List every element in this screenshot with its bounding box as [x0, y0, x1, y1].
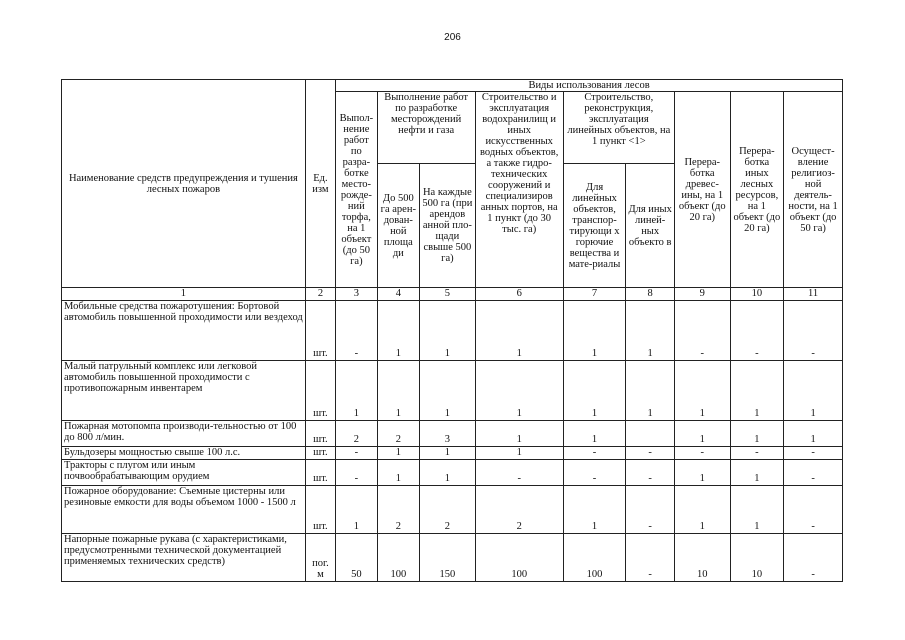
row-value: 100 — [377, 534, 419, 582]
header-oilgas-sub2: На каждые 500 га (при арендов анной пло-щади свыше 500 га) — [420, 164, 476, 288]
column-number: 10 — [730, 288, 784, 301]
row-value: - — [784, 534, 843, 582]
row-value: 1 — [475, 447, 563, 460]
table-row — [62, 486, 843, 534]
row-unit: шт. — [305, 486, 335, 534]
table-row — [62, 460, 843, 486]
row-unit: пог. м — [305, 534, 335, 582]
row-value: 3 — [420, 421, 476, 447]
header-forest: Перера-ботка иных лесных ресурсов, на 1 объект (до 20 га) — [730, 92, 784, 288]
row-value: 2 — [377, 486, 419, 534]
row-value: 100 — [563, 534, 626, 582]
row-value: - — [336, 301, 377, 361]
row-value: 1 — [626, 361, 675, 421]
row-value: - — [784, 460, 843, 486]
row-value: 1 — [730, 361, 784, 421]
column-number: 11 — [784, 288, 843, 301]
table-row — [62, 421, 843, 447]
row-name: Тракторы с плугом или иным почвообрабатывающим орудием — [62, 460, 306, 486]
row-value: 1 — [784, 361, 843, 421]
header-linear-sub1: Для линейных объектов, транспор-тирующи х горючие вещества и мате-риалы — [563, 164, 626, 288]
row-value: - — [674, 301, 730, 361]
row-name: Мобильные средства пожаротушения: Бортовой автомобиль повышенной проходимости или вездеход — [62, 301, 306, 361]
column-number: 7 — [563, 288, 626, 301]
row-value: 1 — [784, 421, 843, 447]
column-number: 1 — [62, 288, 306, 301]
header-oilgas: Выполнение работ по разработке месторождений нефти и газа — [377, 92, 475, 164]
row-value: - — [784, 301, 843, 361]
row-value: - — [730, 447, 784, 460]
row-value: 1 — [730, 460, 784, 486]
column-number: 3 — [336, 288, 377, 301]
column-number-row — [62, 288, 843, 301]
row-value: - — [626, 447, 675, 460]
row-value: - — [336, 447, 377, 460]
row-value: 1 — [336, 361, 377, 421]
row-value: 1 — [563, 421, 626, 447]
table-row — [62, 447, 843, 460]
row-value: 1 — [730, 486, 784, 534]
row-value: 1 — [626, 301, 675, 361]
row-name: Пожарное оборудование: Съемные цистерны или резиновые емкости для воды объемом 1000 - 1500 л — [62, 486, 306, 534]
row-value: 1 — [563, 361, 626, 421]
row-value: - — [626, 486, 675, 534]
table-row — [62, 301, 843, 361]
row-value: 1 — [563, 301, 626, 361]
row-value: 1 — [420, 301, 476, 361]
fire-equipment-table — [61, 79, 843, 582]
row-unit: шт. — [305, 447, 335, 460]
row-value: 100 — [475, 534, 563, 582]
row-value: 10 — [674, 534, 730, 582]
row-value: 1 — [377, 447, 419, 460]
row-value: 2 — [377, 421, 419, 447]
header-wood: Перера-ботка древес-ины, на 1 объект (до 20 га) — [674, 92, 730, 288]
row-value: 1 — [563, 486, 626, 534]
header-group-title: Виды использования лесов — [336, 80, 843, 92]
row-value: - — [563, 447, 626, 460]
header-oilgas-sub1: До 500 га арен-дован-ной площа ди — [377, 164, 419, 288]
row-value: 1 — [730, 421, 784, 447]
header-water: Строительство и эксплуатация водохранилищ и иных искусственных водных объектов, а также гидро-технических сооружений и специализиров анных портов, на 1 пункт (до 30 тыс. га) — [475, 92, 563, 288]
row-value: - — [336, 460, 377, 486]
row-value: 1 — [475, 361, 563, 421]
row-value: 1 — [475, 421, 563, 447]
row-unit: шт. — [305, 301, 335, 361]
row-value — [626, 421, 675, 447]
row-name: Малый патрульный комплекс или легковой автомобиль повышенной проходимости с противопожарным инвентарем — [62, 361, 306, 421]
column-number: 6 — [475, 288, 563, 301]
row-value: 1 — [674, 421, 730, 447]
row-value: 1 — [420, 447, 476, 460]
page-number: 206 — [444, 32, 461, 43]
row-value: - — [626, 460, 675, 486]
row-value: 1 — [475, 301, 563, 361]
row-unit: шт. — [305, 421, 335, 447]
column-number: 8 — [626, 288, 675, 301]
row-value: - — [730, 301, 784, 361]
row-unit: шт. — [305, 460, 335, 486]
row-value: 1 — [674, 486, 730, 534]
row-value: 1 — [377, 361, 419, 421]
row-value: 10 — [730, 534, 784, 582]
row-name: Напорные пожарные рукава (с характеристиками, предусмотренными технической документацией применяемых технических средств) — [62, 534, 306, 582]
row-value: 2 — [475, 486, 563, 534]
row-value: 150 — [420, 534, 476, 582]
row-value: 50 — [336, 534, 377, 582]
table-row — [62, 534, 843, 582]
column-number: 9 — [674, 288, 730, 301]
header-linear-sub2: Для иных линей-ных объекто в — [626, 164, 675, 288]
row-value: 1 — [377, 301, 419, 361]
row-value: 2 — [336, 421, 377, 447]
table-row — [62, 361, 843, 421]
row-value: 1 — [420, 460, 476, 486]
header-peat: Выпол-нение работ по разра-ботке место-рожде-ний торфа, на 1 объект (до 50 га) — [336, 92, 377, 288]
header-linear: Строительство, реконструкция, эксплуатация линейных объектов, на 1 пункт <1> — [563, 92, 674, 164]
column-number: 4 — [377, 288, 419, 301]
row-value: 1 — [674, 460, 730, 486]
row-value: 1 — [377, 460, 419, 486]
row-value: 1 — [674, 361, 730, 421]
row-value: 1 — [420, 361, 476, 421]
row-value: - — [563, 460, 626, 486]
row-name: Пожарная мотопомпа производи-тельностью от 100 до 800 л/мин. — [62, 421, 306, 447]
column-number: 5 — [420, 288, 476, 301]
header-religious: Осущест-вление религиоз-ной деятель-ности, на 1 объект (до 50 га) — [784, 92, 843, 288]
row-value: - — [475, 460, 563, 486]
header-unit: Ед. изм — [305, 80, 335, 288]
row-name: Бульдозеры мощностью свыше 100 л.с. — [62, 447, 306, 460]
column-number: 2 — [305, 288, 335, 301]
header-name: Наименование средств предупреждения и тушения лесных пожаров — [62, 80, 306, 288]
row-unit: шт. — [305, 361, 335, 421]
row-value: 1 — [336, 486, 377, 534]
row-value: - — [784, 447, 843, 460]
row-value: - — [674, 447, 730, 460]
row-value: - — [784, 486, 843, 534]
row-value: - — [626, 534, 675, 582]
table-body — [62, 301, 843, 582]
row-value: 2 — [420, 486, 476, 534]
